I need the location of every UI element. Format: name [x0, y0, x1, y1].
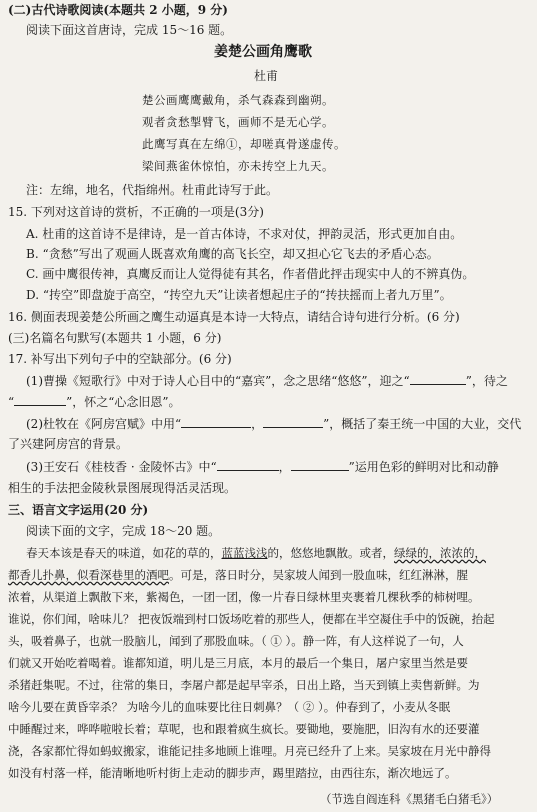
q17-p1-text-b: ”，待之 — [465, 374, 508, 388]
poem-line-2: 观者贪愁掣臂飞，画师不是无心学。 — [142, 115, 334, 129]
passage-1d: 绿绿的，浓浓的， — [394, 546, 486, 560]
q15-option-d: D. “抟空”即盘旋于高空，“抟空九天”让读者想起庄子的“抟扶摇而上者九万里”。 — [26, 288, 452, 302]
q17-p1-blank-2[interactable] — [14, 393, 66, 406]
passage-line-1 — [26, 545, 486, 561]
poem-note: 注：左绵，地名，代指绵州。杜甫此诗写于此。 — [26, 183, 279, 197]
q17-part1-line1 — [26, 372, 508, 389]
q17-p1-text-c: “ — [8, 395, 15, 409]
poem-title: 姜楚公画角鹰歌 — [214, 44, 312, 60]
q17-part1-line2 — [8, 393, 181, 410]
passage-line-10: 浇，各家都忙得如蚂蚁搬家，谁能记挂多地顾上谁哩。月亮已经升了上来。吴家坡在月光中静得 — [8, 744, 491, 758]
q17-part2-line2: 了兴建阿房宫的背景。 — [8, 437, 129, 451]
q17-p2-blank-1[interactable] — [181, 415, 251, 428]
q17-p3-blank-2[interactable] — [291, 458, 349, 471]
q15-option-a: A. 杜甫的这首诗不是律诗，是一首古体诗，不求对仗，押韵灵活，形式更加自由。 — [26, 227, 463, 241]
poem-line-4: 梁间燕雀休惊怕，亦未抟空上九天。 — [142, 159, 334, 173]
q17-p1-text-a: (1)曹操《短歌行》中对于诗人心目中的“嘉宾”，念之思绪“悠悠”，迎之“ — [26, 374, 410, 388]
passage-line-8: 啥今儿要在黄昏宰杀？ 为啥今儿的血味要比往日刺鼻？（ ② ）。仲春到了，小麦从冬眠 — [8, 700, 451, 714]
passage-2b: 。可是，落日时分，吴家坡人闻到一股血味，红红淋淋，腥 — [169, 568, 468, 582]
q17-p3-text-a: (3)王安石《桂枝香 · 金陵怀古》中“ — [26, 460, 217, 474]
passage-line-3: 浓着，从渠道上飘散下来，紫褐色，一团一团，像一片春日绿林里夹裹着几棵秋季的柿树哩。 — [8, 590, 480, 604]
q17-part3-line1 — [26, 458, 499, 475]
q15-option-b: B. “贪愁”写出了观画人既喜欢角鹰的高飞长空，却又担心它飞去的矛盾心态。 — [26, 247, 439, 261]
passage-line-4: 谁说，你们闻，啥味儿？ 把夜饭端到村口饭场吃着的那些人，便都在半空凝住手中的饭碗，抬起 — [8, 612, 495, 626]
poem-line-1: 楚公画鹰鹰戴角，杀气森森到幽朔。 — [142, 93, 334, 107]
q17-p1-text-d: ”，怀之“心念旧恩”。 — [66, 395, 181, 409]
q17-p2-text-b: ， — [251, 417, 264, 431]
q17-p3-text-c: ”运用色彩的鲜明对比和动静 — [348, 460, 499, 474]
passage-line-6: 们就又开始吃着喝着。谁都知道，明儿是三月底，本月的最后一个集日，屠户家里当然是要 — [8, 656, 468, 670]
q16: 16. 侧面表现姜楚公所画之鹰生动逼真是本诗一大特点，请结合诗句进行分析。(6 分) — [8, 310, 460, 324]
q17-p3-text-b: ， — [278, 460, 291, 474]
section3-heading: (三)名篇名句默写(本题共 1 小题，6 分) — [8, 331, 222, 345]
q17-p3-blank-1[interactable] — [217, 458, 279, 471]
q17-p2-text-c: ”，概括了秦王统一中国的大业，交代 — [323, 417, 522, 431]
passage-line-7: 杀猪赶集呢。不过，往常的集日，李屠户都是起早宰杀，日出上路，当天到镇上卖售新鲜。为 — [8, 678, 480, 692]
section2-intro: 阅读下面这首唐诗，完成 15～16 题。 — [26, 23, 233, 37]
q17-part2-line1 — [26, 415, 521, 432]
section4-heading: 三、语言文字运用(20 分) — [8, 503, 149, 517]
poem-author: 杜甫 — [254, 69, 279, 83]
section2-heading: (二)古代诗歌阅读(本题共 2 小题，9 分) — [8, 3, 228, 17]
q17-p2-text-a: (2)杜牧在《阿房宫赋》中用“ — [26, 417, 182, 431]
passage-line-11: 如没有村落一样，能清晰地听村街上走动的脚步声，踢里踏拉，由西往东，渐次地远了。 — [8, 766, 457, 780]
passage-line-2 — [8, 567, 468, 583]
passage-line-9: 中睡醒过来，哗哗啦啦长着；草呢，也和跟着疯生疯长。要锄地，要施肥，旧沟有水的还要灌 — [8, 722, 480, 736]
section4-intro: 阅读下面的文字，完成 18～20 题。 — [26, 524, 221, 538]
q15-stem: 15. 下列对这首诗的赏析，不正确的一项是(3分) — [8, 205, 264, 219]
passage-1b: 蓝蓝浅浅 — [221, 546, 268, 560]
q17-p1-blank-1[interactable] — [410, 372, 466, 385]
q17-p2-blank-2[interactable] — [263, 415, 323, 428]
passage-source: （节选自阎连科《黑猪毛白猪毛》） — [320, 792, 499, 806]
q15-option-c: C. 画中鹰很传神，真鹰反而让人觉得徒有其名，作者借此抨击现实中人的不辨真伪。 — [26, 267, 475, 281]
q17-part3-line2: 相生的手法把金陵秋景图展现得活灵活现。 — [8, 481, 237, 495]
q17-stem: 17. 补写出下列句子中的空缺部分。(6 分) — [8, 352, 232, 366]
passage-1a: 春天本该是春天的味道，如花的草的， — [26, 546, 222, 560]
passage-2a: 都香儿扑鼻，似看深巷里的酒吧 — [8, 568, 169, 582]
passage-line-5: 头，吸着鼻子，也就一股脑儿，闻到了那股血味。（ ① ）。静一阵，有人这样说了一句，人 — [8, 634, 464, 648]
poem-line-3: 此鹰写真在左绵①，却嗟真骨遂虚传。 — [142, 137, 346, 151]
passage-1c: 的，悠悠地飘散。或者， — [267, 546, 394, 560]
